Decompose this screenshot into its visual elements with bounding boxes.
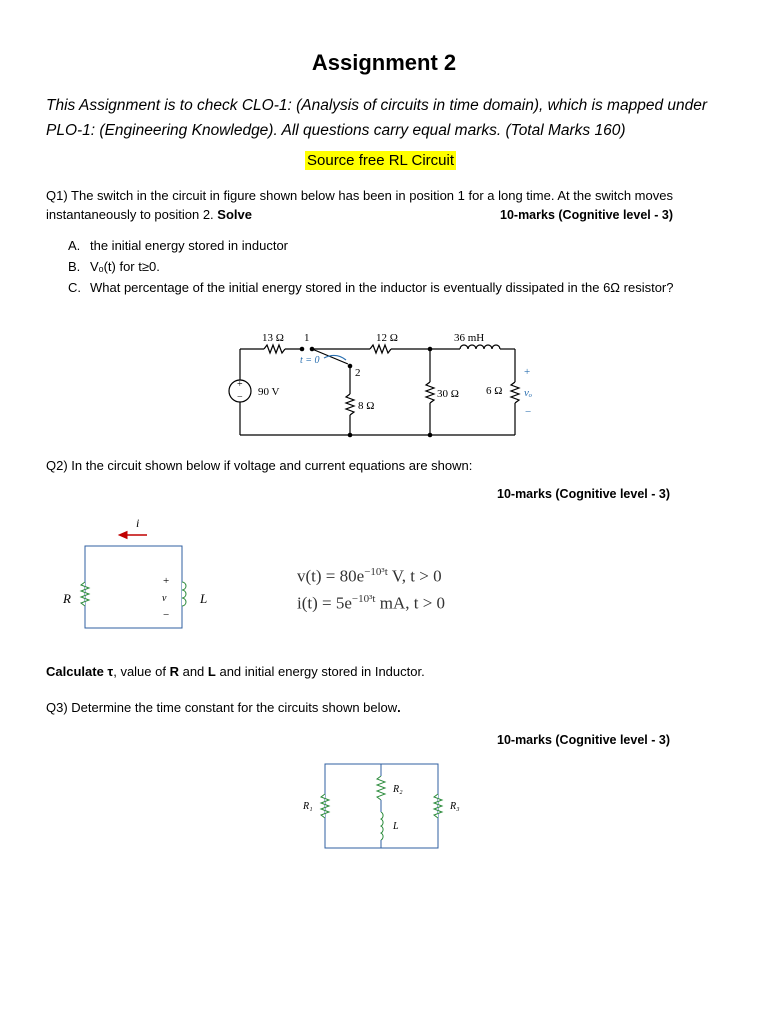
q1-solve: Solve [217, 207, 252, 222]
q2-marks: 10-marks (Cognitive level - 3) [497, 487, 670, 501]
inductor-symbol [381, 812, 383, 840]
eq2-exponent: −10³t [351, 593, 376, 605]
list-item [68, 235, 674, 256]
label-r2: 12 Ω [376, 332, 398, 344]
calc-l: L [207, 664, 216, 679]
q1-line1: Q1) The switch in the circuit in figure shown below has been in position 1 for a long time. At the switch moves [46, 188, 673, 203]
eq1-main: v(t) = 80e [297, 566, 365, 586]
q3-marks: 10-marks (Cognitive level - 3) [497, 733, 670, 747]
resistor-13-symbol [264, 345, 285, 353]
q1-marks: 10-marks (Cognitive level - 3) [500, 208, 673, 222]
q3-line [46, 698, 401, 718]
list-item-label: C. [68, 280, 81, 295]
source-plus: + [237, 379, 243, 390]
voltage-equation [297, 566, 442, 587]
page-title: Assignment 2 [311, 50, 457, 75]
label-vo-minus: − [525, 406, 532, 418]
label-l: L [393, 821, 399, 832]
section-heading: Source free RL Circuit [307, 152, 454, 169]
label-inductor: 36 mH [454, 332, 485, 344]
list-item-text: the initial energy stored in inductor [90, 238, 289, 253]
node-dot [348, 433, 353, 438]
label-v-plus: + [163, 575, 170, 587]
label-vo-plus: + [524, 366, 531, 378]
label-source: 90 V [258, 386, 280, 398]
node-dot [428, 347, 433, 352]
list-item-label: B. [68, 259, 81, 274]
resistor-30-symbol [426, 382, 434, 403]
calc-tau: Calculate τ [46, 664, 114, 679]
q3-circuit-diagram [295, 758, 475, 854]
calc-text: , value of [113, 664, 170, 679]
switch-contact-2 [348, 364, 353, 369]
q2-calculate-line [46, 662, 425, 682]
list-item-text: What percentage of the initial energy stored in the inductor is eventually dissipated in the 6Ω resistor? [90, 280, 674, 295]
intro-paragraph: This Assignment is to check CLO-1: (Analysis of circuits in time domain), which is mapped under PLO-1: (Engineering Knowledge). All questions carry equal marks. (Total Marks 160) [46, 97, 708, 139]
resistor-symbol [81, 582, 89, 606]
label-r4: 30 Ω [437, 388, 459, 400]
resistor-r1-symbol [321, 794, 329, 818]
q1-list [68, 235, 674, 298]
label-v-minus: − [163, 609, 170, 621]
label-pos2: 2 [355, 367, 361, 379]
switch-pivot [310, 347, 315, 352]
label-switch-time: t = 0 [300, 355, 320, 366]
inductor-symbol [182, 582, 186, 606]
label-r1: 13 Ω [262, 332, 284, 344]
q1-line2 [46, 205, 252, 225]
label-v: v [162, 593, 167, 604]
q3-text: Q3) Determine the time constant for the circuits shown below [46, 700, 398, 715]
label-r3: 8 Ω [358, 400, 375, 412]
inductor-symbol [460, 345, 500, 349]
q1-line2-text: instantaneously to position 2. [46, 207, 218, 222]
current-equation [297, 593, 445, 614]
resistor-r3-symbol [434, 794, 442, 818]
q1-circuit-diagram [220, 322, 550, 444]
eq2-tail: mA, t > 0 [375, 593, 446, 613]
label-current: i [136, 516, 140, 530]
label-pos1: 1 [304, 332, 310, 344]
label-r5: 6 Ω [486, 385, 503, 397]
switch-arrow [324, 355, 346, 360]
calc-text: and initial energy stored in Inductor. [215, 664, 425, 679]
calc-r: R [169, 664, 179, 679]
source-minus: − [237, 392, 243, 403]
label-l: L [200, 591, 208, 606]
switch-contact-1 [300, 347, 305, 352]
eq1-tail: V, t > 0 [387, 566, 442, 586]
q2-circuit-diagram [55, 512, 215, 636]
node-dot [428, 433, 433, 438]
resistor-8-symbol [346, 394, 354, 415]
label-r: R [63, 591, 71, 606]
resistor-6-symbol [511, 382, 519, 403]
label-vo: vₒ [524, 387, 533, 399]
q2-line: Q2) In the circuit shown below if voltage and current equations are shown: [46, 458, 473, 473]
q3-period: . [397, 700, 401, 715]
calc-text: and [178, 664, 208, 679]
list-item [68, 277, 674, 298]
eq2-main: i(t) = 5e [297, 593, 352, 613]
list-item-text: Vₒ(t) for t≥0. [90, 259, 160, 274]
label-r1: R₁ [303, 801, 313, 812]
label-r3: R₃ [450, 801, 460, 812]
list-item-label: A. [68, 238, 81, 253]
eq1-exponent: −10³t [364, 566, 388, 578]
label-r2: R₂ [393, 784, 403, 795]
list-item [68, 256, 674, 277]
current-arrowhead [119, 532, 127, 539]
resistor-r2-symbol [377, 776, 385, 800]
resistor-12-symbol [370, 345, 391, 353]
